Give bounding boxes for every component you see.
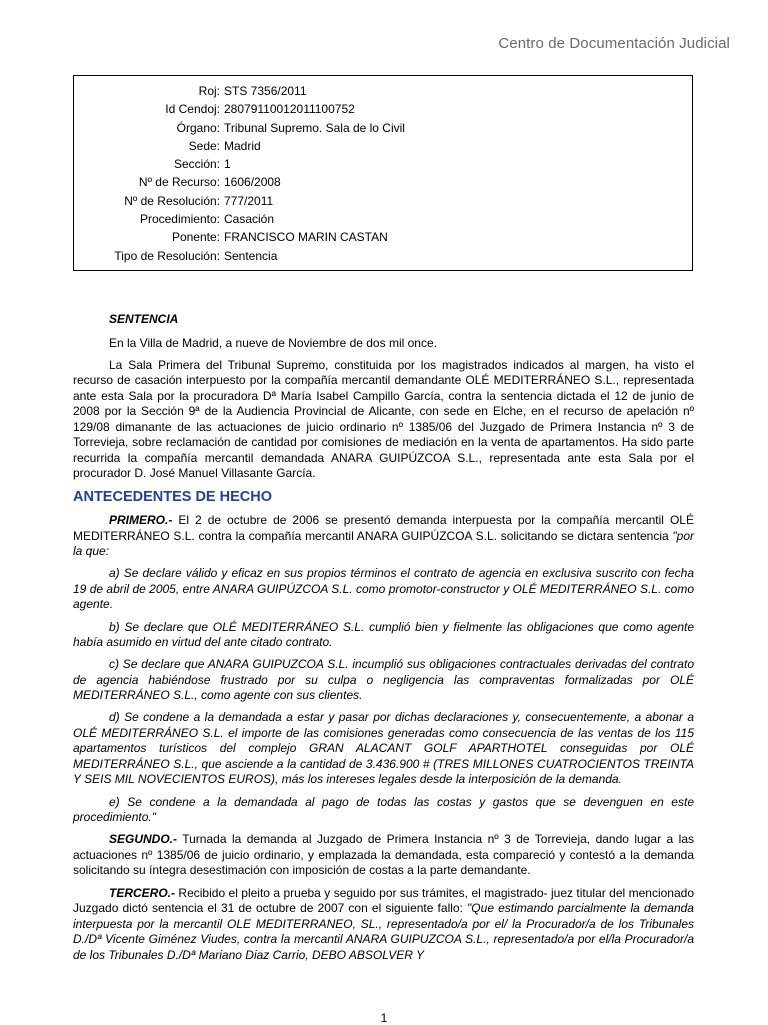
primero-text: El 2 de octubre de 2006 se presentó demanda interpuesta por la compañía mercantil OLÉ MEDITERRÁNEO S.L. contra la compañía mercantil ANARA GUIPÚZCOA S.L. solicitando se dictara sentencia (73, 513, 694, 543)
metadata-value: Tribunal Supremo. Sala de lo Civil (224, 120, 405, 135)
metadata-value: 1606/2008 (224, 175, 281, 190)
metadata-label: Roj: (198, 84, 220, 98)
item-a: a) Se declare válido y eficaz en sus propios términos el contrato de agencia en exclusiva suscrito con fecha 19 de abril de 2005, entre ANARA GUIPÚZCOA S.L. como promotor-constructor y OLÉ MEDITERRÁNEO S.L. como agente. (73, 566, 694, 612)
paragraph-segundo (73, 832, 694, 879)
metadata-label: Ponente: (171, 230, 220, 245)
metadata-value: Casación (224, 212, 275, 227)
metadata-row (74, 247, 405, 265)
metadata-value: Madrid (224, 138, 261, 153)
metadata-label: Id Cendoj: (165, 102, 220, 117)
metadata-row (74, 192, 405, 210)
primero-quote: "por la que: (73, 528, 694, 559)
header-brand: Centro de Documentación Judicial (498, 35, 730, 52)
metadata-row (74, 137, 405, 155)
item-e: e) Se condene a la demandada al pago de todas las costas y gastos que se devenguen en este procedimiento." (73, 794, 694, 825)
metadata-value: Sentencia (224, 248, 278, 263)
segundo-lead: SEGUNDO.- (109, 832, 178, 847)
item-d: d) Se condene a la demandada a estar y pasar por dichas declaraciones y, consecuentemente, a abonar a OLÉ MEDITERRÁNEO S.L. el importe de las comisiones generadas como consecuencia de las ventas de los 115 apartamentos turísticos del complejo GRAN ALACANT GOLF APARTHOTEL conseguidas por OLÉ MEDITERRÁNEO S.L., que asciende a la cantidad de 3.436.900 # (TRES MILLONES CUATROCIENTOS TREINTA Y SEIS MIL NOVECIENTOS EUROS), más los intereses legales desde la interposición de la demanda. (73, 710, 694, 787)
metadata-label: Tipo de Resolución: (114, 248, 220, 263)
intro-place: En la Villa de Madrid, a nueve de Noviembre de dos mil once. (109, 335, 437, 350)
metadata-row (74, 82, 405, 100)
metadata-value: 777/2011 (224, 193, 274, 208)
segundo-text: Turnada la demanda al Juzgado de Primera Instancia nº 3 de Torrevieja, dando lugar a las actuaciones nº 1385/06 de juicio ordinario, y emplazada la demandada, esta compareció y contestó a la demanda solicitando su íntegra desestimación con imposición de costas a la parte demandante. (73, 832, 694, 878)
document-body (73, 312, 694, 970)
metadata-label: Sede: (188, 138, 220, 153)
metadata-label: Órgano: (176, 120, 220, 135)
metadata-row (74, 119, 405, 137)
page-number: 1 (380, 1011, 388, 1025)
metadata-row (74, 228, 405, 246)
metadata-value: FRANCISCO MARIN CASTAN (224, 230, 388, 245)
metadata-label: Procedimiento: (139, 212, 220, 227)
tercero-quote: "Que estimando parcialmente la demanda interpuesta por la mercantil OLE MEDITERRANEO, SL., representado/a por el/ la Procurador/a de los Tribunales D./Dª Vicente Giménez Viudes, contra la mercantil ANARA GUIPUZCOA S.L., representado/a por el/la Procurador/a de los Tribunales D./Dª Mariano Diaz Carrio, DEBO ABSOLVER Y (73, 901, 694, 962)
metadata-row (74, 155, 405, 173)
metadata-label: Nº de Recurso: (138, 175, 220, 190)
primero-lead: PRIMERO.- (109, 513, 173, 528)
metadata-row (74, 210, 405, 228)
paragraph-primero (73, 513, 694, 560)
metadata-value: 1 (224, 157, 231, 172)
metadata-value: STS 7356/2011 (224, 84, 307, 98)
section-heading: ANTECEDENTES DE HECHO (73, 488, 272, 505)
intro-body: La Sala Primera del Tribunal Supremo, constituida por los magistrados indicados al margen, ha visto el recurso de casación interpuesto por la compañía mercantil demandante OLÉ MEDITERRÁNEO S.L., representada ante esta Sala por la procuradora Dª María Isabel Campillo García, contra la sentencia dictada el 12 de junio de 2008 por la Sección 9ª de la Audiencia Provincial de Alicante, con sede en Elche, en el recurso de apelación nº 129/08 dimanante de las actuaciones de juicio ordinario nº 1385/06 del Juzgado de Primera Instancia nº 3 de Torrevieja, sobre reclamación de cantidad por comisiones de mediación en la venta de apartamentos. Ha sido parte recurrida la compañía mercantil demandada ANARA GUIPÚZCOA S.L., representada ante esta Sala por el procurador D. José Manuel Villasante García. (73, 357, 694, 481)
item-c: c) Se declare que ANARA GUIPUZCOA S.L. incumplió sus obligaciones contractuales derivadas del contrato de agencia habiéndose frustrado por su culpa o negligencia las compraventas formalizadas por OLÉ MEDITERRÁNEO S.L., como agente con sus clientes. (73, 657, 694, 703)
tercero-text: Recibido el pleito a prueba y seguido por sus trámites, el magistrado- juez titular del mencionado Juzgado dictó sentencia el 31 de octubre de 2007 con el siguiente fallo: (73, 885, 694, 915)
metadata-label: Nº de Resolución: (124, 193, 220, 208)
metadata-table (74, 82, 405, 265)
metadata-row (74, 100, 405, 118)
metadata-label: Sección: (173, 157, 220, 172)
metadata-row (74, 173, 405, 191)
document-title: SENTENCIA (109, 312, 179, 326)
metadata-value: 28079110012011100752 (224, 102, 355, 117)
tercero-lead: TERCERO.- (109, 885, 175, 900)
paragraph-tercero (73, 886, 694, 964)
item-b: b) Se declare que OLÉ MEDITERRÁNEO S.L. cumplió bien y fielmente las obligaciones que como agente había asumido en virtud del ante citado contrato. (73, 619, 694, 650)
metadata-box (73, 75, 693, 271)
